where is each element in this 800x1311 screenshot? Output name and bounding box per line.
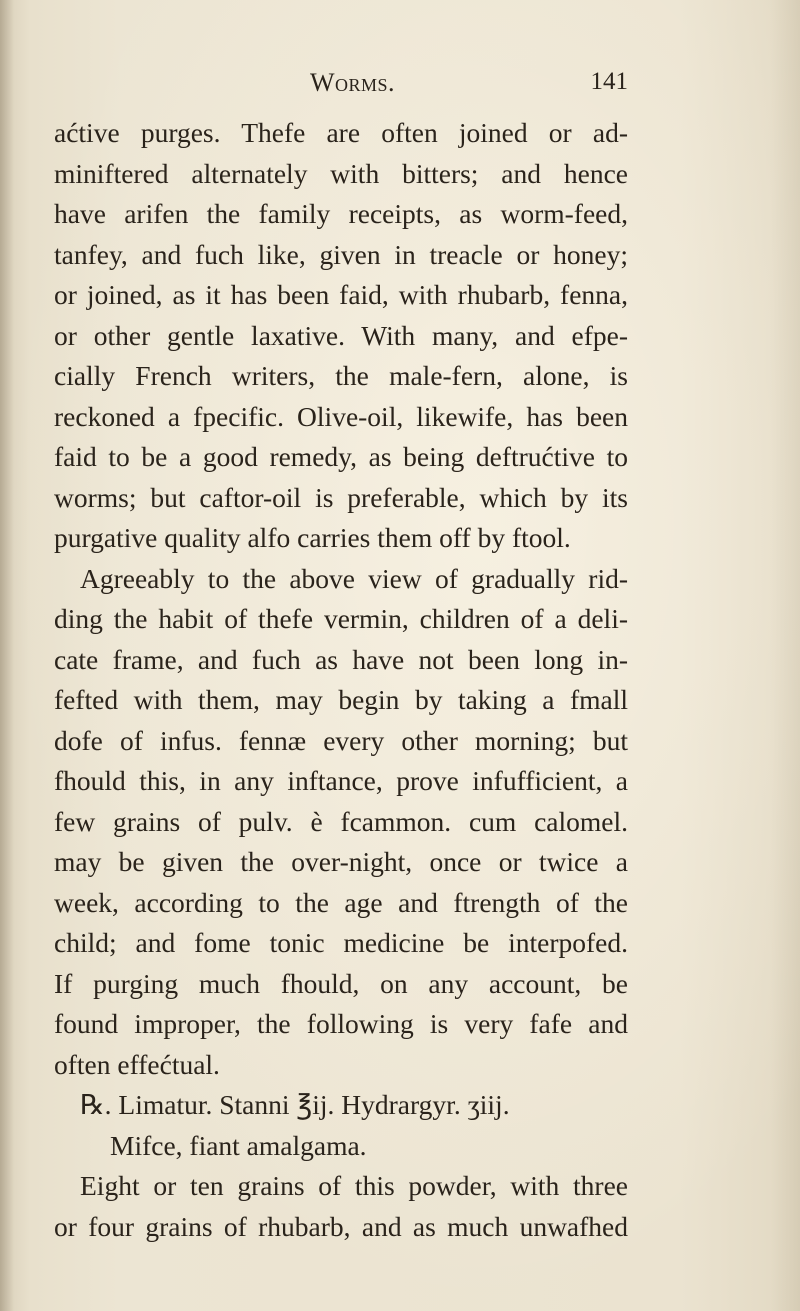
text-line: may be given the over-night, once or twice a [54, 846, 628, 877]
text-line: cially French writers, the male-fern, alone, is [54, 360, 628, 391]
text-line: worms; but caftor-oil is preferable, which by its [54, 481, 628, 513]
text-line: or other gentle laxative. With many, and efpe- [54, 319, 628, 351]
text-line: faid to be a good remedy, as being deftrućtive to [54, 441, 628, 472]
text-line: reckoned a fpecific. Olive-oil, likewife, has been [54, 400, 628, 432]
page-edge-shadow [0, 0, 14, 1311]
paragraph-start-line: Eight or ten grains of this powder, with three [80, 1170, 628, 1201]
text-line: fefted with them, may begin by taking a fmall [54, 684, 628, 715]
text-line: or four grains of rhubarb, and as much unwafhed [54, 1210, 628, 1242]
text-line: few grains of pulv. è fcammon. cum calomel. [54, 805, 628, 837]
text-line: miniftered alternately with bitters; and hence [54, 157, 628, 189]
text-line: or joined, as it has been faid, with rhubarb, fenna, [54, 279, 628, 310]
text-line: often effećtual. [54, 1048, 220, 1080]
text-line: found improper, the following is very fafe and [54, 1008, 628, 1039]
text-line: dofe of infus. fennæ every other morning; but [54, 724, 628, 756]
text-line: have arifen the family receipts, as worm-feed, [54, 198, 628, 229]
text-line: fhould this, in any inftance, prove infufficient, a [54, 765, 628, 796]
text-line: purgative quality alfo carries them off by ftool. [54, 522, 571, 553]
paragraph-start-line: Agreeably to the above view of gradually rid- [80, 562, 628, 594]
text-line: tanfey, and fuch like, given in treacle or honey; [54, 238, 628, 270]
page-header [54, 68, 628, 108]
text-line: child; and fome tonic medicine be interpofed. [54, 927, 628, 958]
body-text [54, 113, 628, 1247]
prescription-line: Mifce, fiant amalgama. [110, 1129, 367, 1161]
page-number: 141 [590, 68, 628, 95]
prescription-line: ℞. Limatur. Stanni ℥ij. Hydrargyr. ʒiij. [80, 1089, 510, 1120]
text-line: ding the habit of thefe vermin, children of a deli- [54, 603, 628, 634]
text-line: aćtive purges. Thefe are often joined or ad- [54, 117, 628, 148]
running-head: Worms. [310, 68, 396, 97]
text-line: cate frame, and fuch as have not been long in- [54, 643, 628, 675]
text-line: If purging much fhould, on any account, be [54, 967, 628, 999]
text-line: week, according to the age and ftrength of the [54, 886, 628, 918]
